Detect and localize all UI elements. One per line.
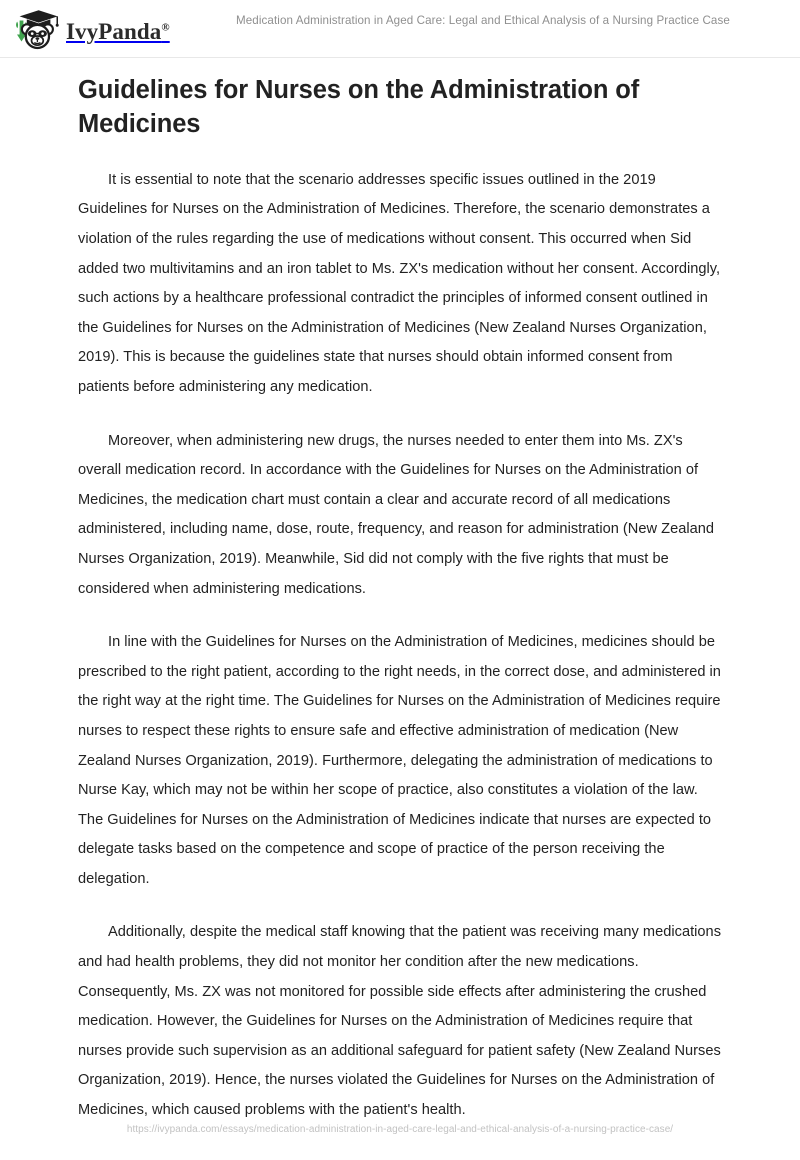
brand-name-text: IvyPanda — [66, 18, 162, 44]
body-paragraph: It is essential to note that the scenario addresses specific issues outlined in the 2019 Guidelines for Nurses on the Administration of Medicines. Therefore, the scenario demonstrates a violation of the rules regarding the use of medications without consent. This occurred when Sid added two multivitamins and an iron tablet to Ms. ZX's medication without her consent. Accordingly, such actions by a healthcare professional contradict the principles of informed consent outlined in the Guidelines for Nurses on the Administration of Medicines (New Zealand Nurses Organization, 2019). This is because the guidelines state that nurses should obtain informed consent from patients before administering any medication. — [78, 171, 721, 395]
document-content — [78, 74, 723, 1126]
registered-trademark-symbol: ® — [161, 20, 170, 33]
body-paragraph: Additionally, despite the medical staff knowing that the patient was receiving many medications and had health problems, they did not monitor her condition after the new medications. Consequently, Ms. ZX was not monitored for possible side effects after administering the crushed medication. However, the Guidelines for Nurses on the Administration of Medicines require that nurses provide such supervision as an additional safeguard for patient safety (New Zealand Nurses Organization, 2019). Hence, the nurses violated the Guidelines for Nurses on the Administration of Medicines, which caused problems with the patient's health. — [78, 924, 722, 1119]
site-header — [0, 0, 800, 58]
brand-wordmark — [66, 20, 170, 43]
body-paragraph: Moreover, when administering new drugs, the nurses needed to enter them into Ms. ZX's overall medication record. In accordance with the Guidelines for Nurses on the Administration of Medicines, the medication chart must contain a clear and accurate record of all medications administered, including name, dose, route, frequency, and reason for administration (New Zealand Nurses Organization, 2019). Meanwhile, Sid did not comply with the five rights that must be considered when administering medications. — [78, 432, 715, 597]
site-footer — [0, 1116, 800, 1160]
source-url[interactable]: https://ivypanda.com/essays/medication-administration-in-aged-care-legal-and-ethical-analysis-of-a-nursing-practice-case/ — [126, 1124, 674, 1135]
panda-graduation-cap-logo-icon — [14, 9, 60, 51]
brand-logo-link[interactable] — [14, 9, 170, 51]
page-title: Guidelines for Nurses on the Administration of Medicines — [78, 76, 640, 138]
body-paragraph: In line with the Guidelines for Nurses on the Administration of Medicines, medicines should be prescribed to the right patient, according to the right needs, in the correct dose, and administered in the right way at the right time. The Guidelines for Nurses on the Administration of Medicines require nurses to respect these rights to ensure safe and effective administration of medication (New Zealand Nurses Organization, 2019). Furthermore, delegating the administration of medications to Nurse Kay, which may not be within her scope of practice, also constitutes a violation of the law. The Guidelines for Nurses on the Administration of Medicines indicate that nurses are expected to delegate tasks based on the competence and scope of practice of the person receiving the delegation. — [78, 634, 721, 887]
header-document-title: Medication Administration in Aged Care: Legal and Ethical Analysis of a Nursing Practice Case — [236, 14, 730, 27]
